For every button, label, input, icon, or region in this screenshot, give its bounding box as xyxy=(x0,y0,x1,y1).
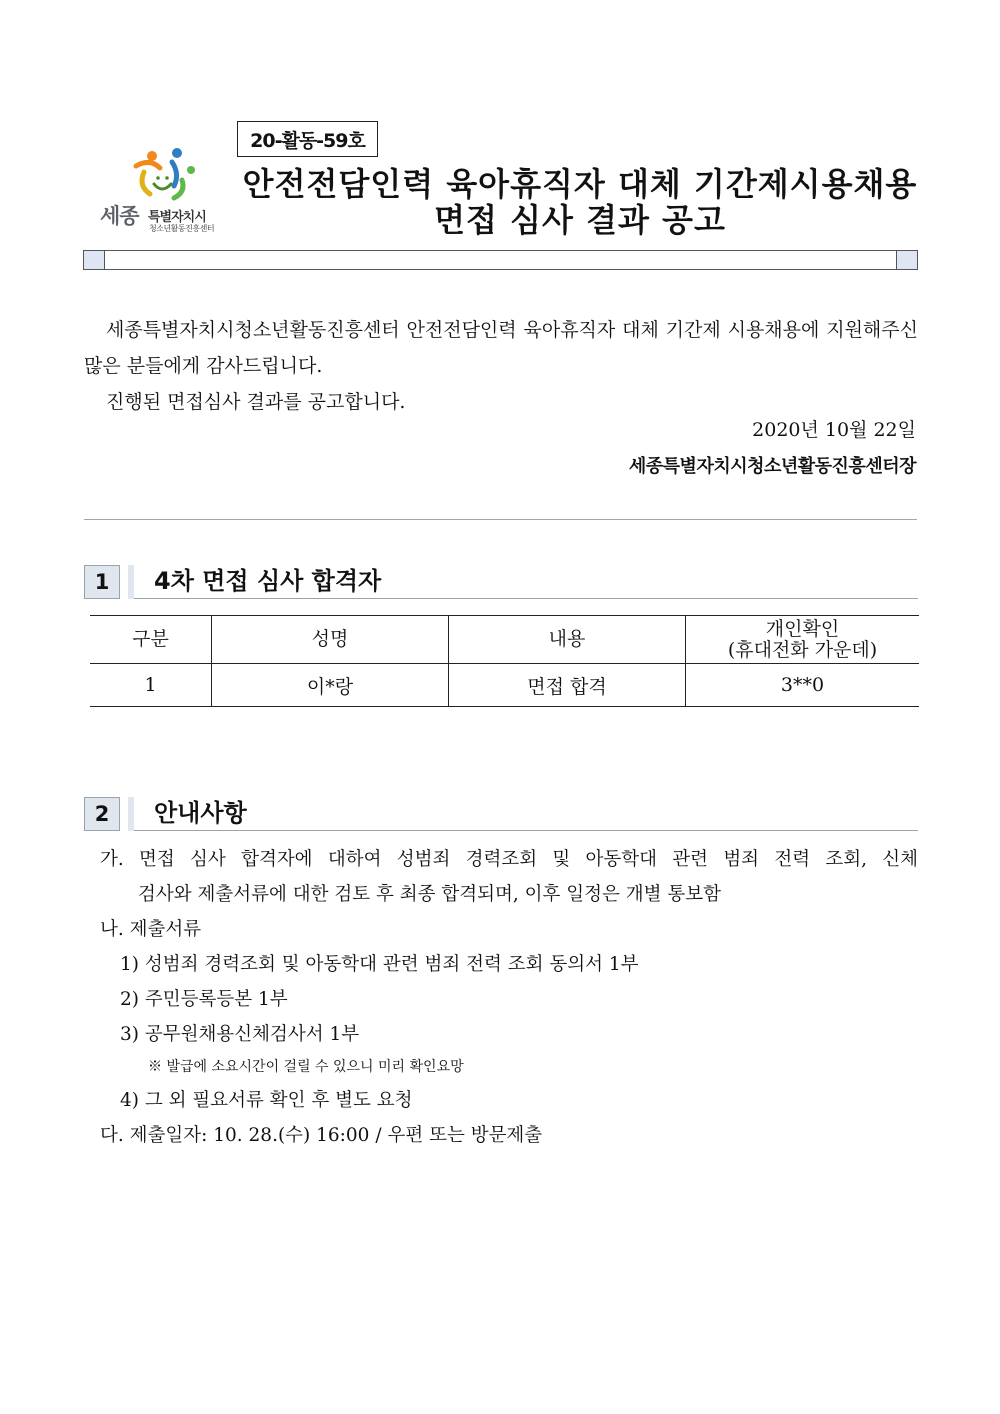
list-item: 나. 제출서류 xyxy=(100,919,202,940)
table-cell: 이*랑 xyxy=(212,664,449,707)
intro-paragraph: 세종특별자치시청소년활동진흥센터 안전전담인력 육아휴직자 대체 기간제 시용채용에 지원해주신 많은 분들에게 감사드립니다. xyxy=(84,319,918,377)
table-header-line: (휴대전화 가운데) xyxy=(727,638,878,661)
document-item: 4) 그 외 필요서류 확인 후 별도 요청 xyxy=(120,1090,413,1111)
table-row xyxy=(90,664,919,707)
title-divider-bar xyxy=(83,250,918,270)
section-title: 안내사항 xyxy=(154,799,247,827)
page-title xyxy=(230,166,930,238)
smiling-people-emblem-icon xyxy=(130,144,200,206)
table-header: 성명 xyxy=(212,616,449,664)
table-cell: 1 xyxy=(90,664,212,707)
table-header-row xyxy=(90,616,919,664)
logo-subtitle: 특별자치시 xyxy=(148,210,206,225)
document-item: 2) 주민등록등본 1부 xyxy=(120,989,288,1010)
guidance-list xyxy=(100,842,918,1153)
list-item: 다. 제출일자: 10. 28.(수) 16:00 / 우편 또는 방문제출 xyxy=(100,1125,543,1146)
list-item-continuation: 검사와 제출서류에 대한 검토 후 최종 합격되며, 이후 일정은 개별 통보함 xyxy=(138,884,721,905)
document-number: 20-활동-59호 xyxy=(237,121,378,157)
logo-center-name: 청소년활동진흥센터 xyxy=(149,224,215,233)
section-underline xyxy=(134,598,918,599)
section-number: 1 xyxy=(84,565,120,599)
table-cell: 3**0 xyxy=(686,664,920,707)
intro-paragraph: 진행된 면접심사 결과를 공고합니다. xyxy=(106,391,406,413)
section-header-2 xyxy=(84,797,918,833)
document-item: 3) 공무원채용신체검사서 1부 xyxy=(120,1024,360,1045)
title-line-1: 안전전담인력 육아휴직자 대체 기간제시용채용 xyxy=(242,165,918,203)
table-cell: 면접 합격 xyxy=(449,664,686,707)
results-table xyxy=(90,615,919,707)
section-number: 2 xyxy=(84,797,120,831)
issuer-name: 세종특별자치시청소년활동진흥센터장 xyxy=(628,456,916,477)
logo-wordmark: 세종 xyxy=(100,204,139,228)
title-line-2: 면접 심사 결과 공고 xyxy=(434,201,726,239)
announcement-date: 2020년 10월 22일 xyxy=(752,419,916,441)
table-header-line: 개인확인 xyxy=(765,617,840,640)
document-item: 1) 성범죄 경력조회 및 아동학대 관련 범죄 전력 조회 동의서 1부 xyxy=(120,954,639,975)
intro-text xyxy=(84,312,918,420)
divider-line xyxy=(84,519,917,520)
section-title: 4차 면접 심사 합격자 xyxy=(154,567,382,595)
list-item: 가. 면접 심사 합격자에 대하여 성범죄 경력조회 및 아동학대 관련 범죄 전력 조회, 신체 xyxy=(100,849,918,870)
document-note: ※ 발급에 소요시간이 걸릴 수 있으니 미리 확인요망 xyxy=(148,1059,464,1075)
section-marker xyxy=(128,797,134,831)
divider-cap-left xyxy=(84,251,105,269)
divider-cap-right xyxy=(896,251,917,269)
section-marker xyxy=(128,565,134,599)
section-underline xyxy=(134,830,918,831)
table-header: 내용 xyxy=(449,616,686,664)
sejong-youth-center-logo xyxy=(100,140,240,240)
section-header-1 xyxy=(84,565,918,601)
table-header: 구분 xyxy=(90,616,212,664)
table-header xyxy=(686,616,920,664)
